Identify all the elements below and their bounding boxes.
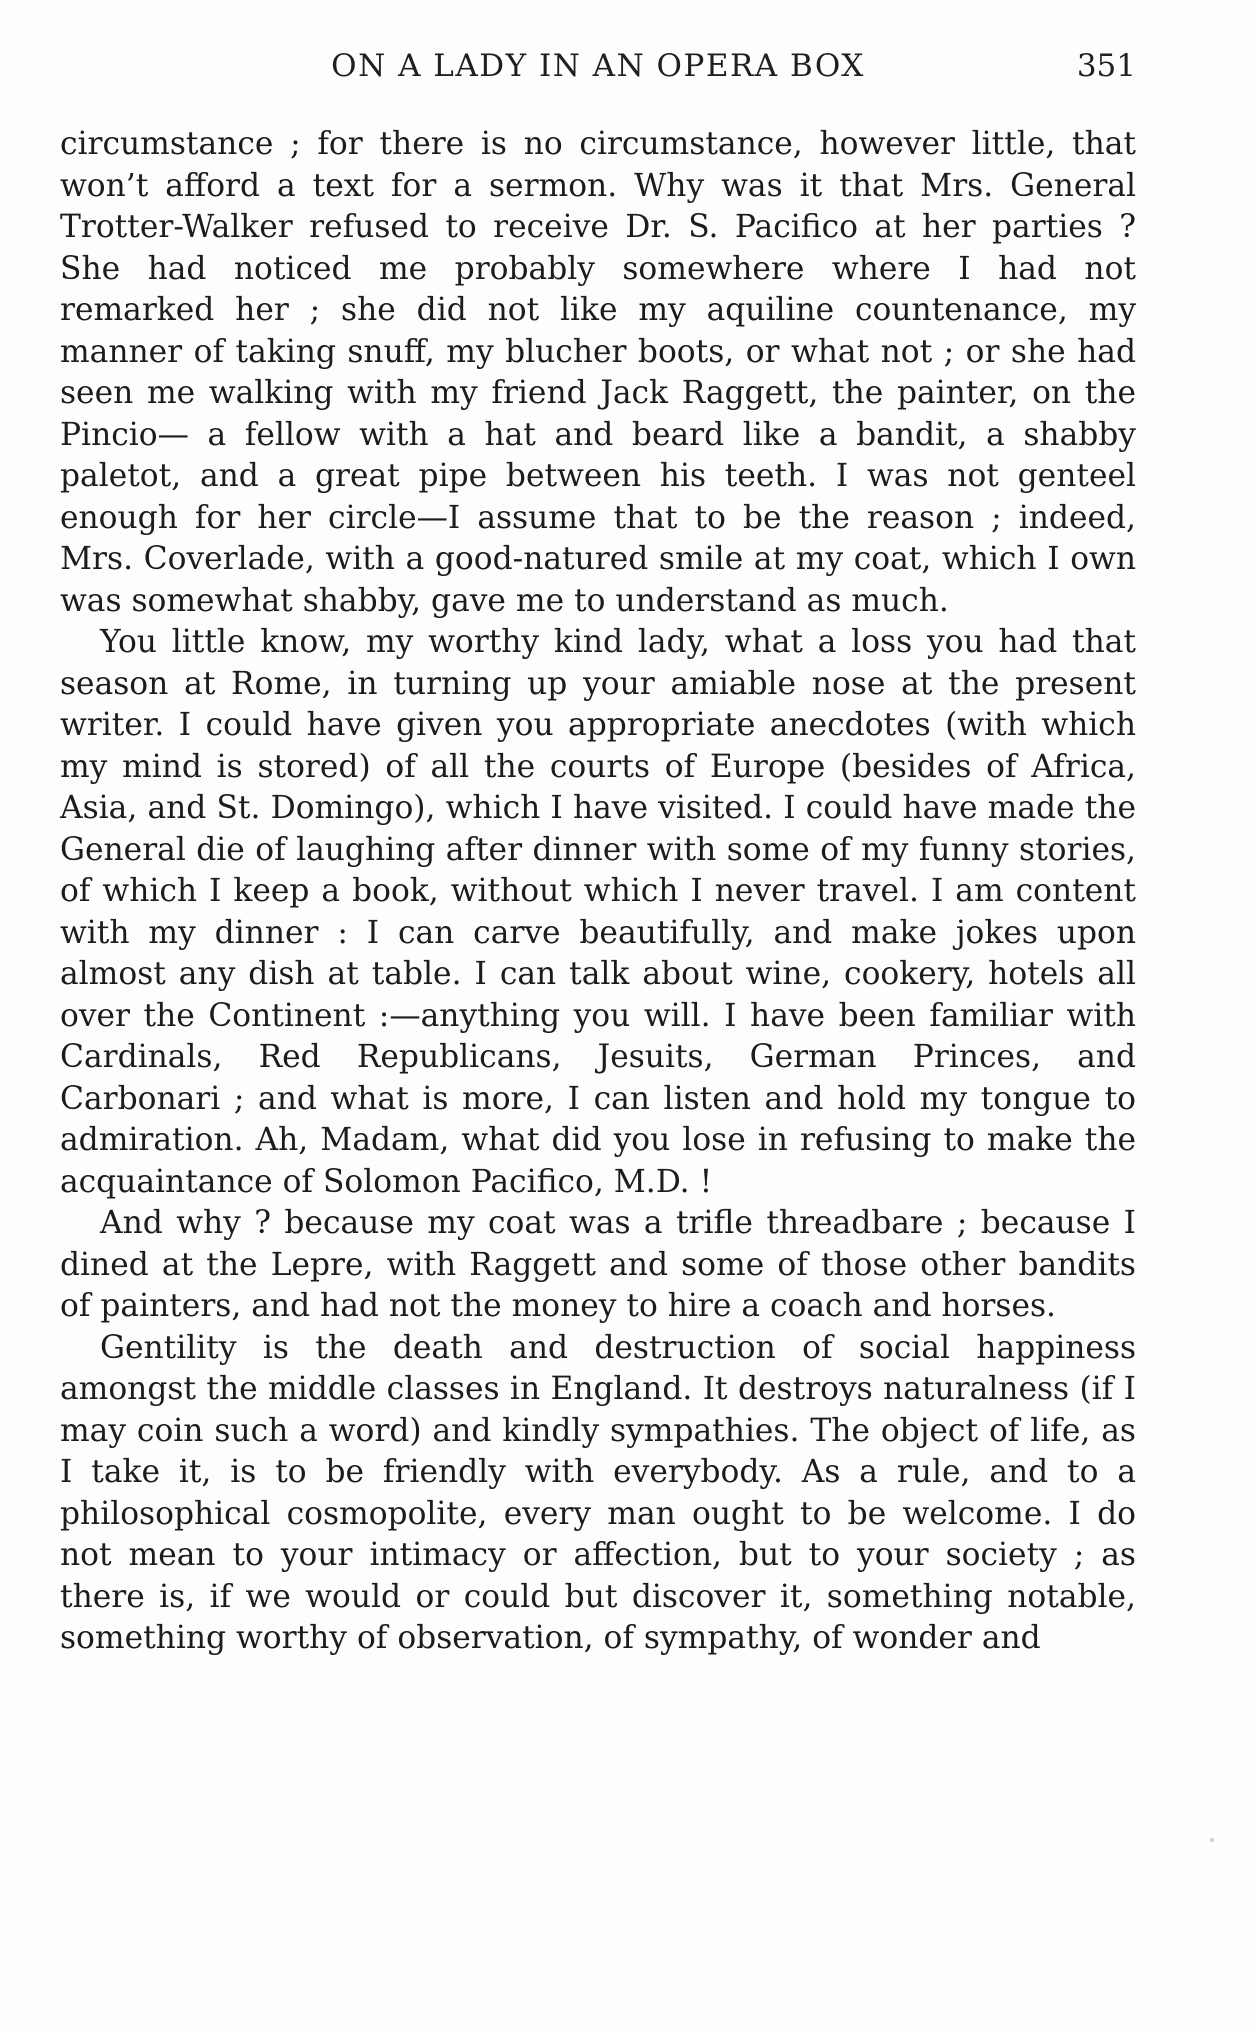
body-text bbox=[60, 124, 1136, 1660]
paragraph-1: circumstance ; for there is no circumstance, however little, that won’t afford a text for a sermon. Why was it that Mrs. General Trotter-Walker refused to receive Dr. S. Pacifico at her parties ? She had noticed me probably somewhere where I had not remarked her ; she did not like my aquiline countenance, my manner of taking snuff, my blucher boots, or what not ; or she had seen me walking with my friend Jack Raggett, the painter, on the Pincio— a fellow with a hat and beard like a bandit, a shabby paletot, and a great pipe between his teeth. I was not genteel enough for her circle—I assume that to be the reason ; indeed, Mrs. Coverlade, with a good-natured smile at my coat, which I own was somewhat shabby, gave me to understand as much. bbox=[60, 126, 1136, 619]
paragraph-4: Gentility is the death and destruction of social happiness amongst the middle classes in England. It destroys naturalness (if I may coin such a word) and kindly sympathies. The object of life, as I take it, is to be friendly with everybody. As a rule, and to a philosophical cosmopolite, every man ought to be welcome. I do not mean to your intimacy or affection, but to your society ; as there is, if we would or could but discover it, something notable, something worthy of observation, of sympathy, of wonder and bbox=[60, 1329, 1136, 1656]
running-header bbox=[60, 48, 1136, 92]
paper-speck bbox=[1210, 1838, 1214, 1842]
running-title: ON A LADY IN AN OPERA BOX bbox=[331, 48, 865, 84]
paragraph-3: And why ? because my coat was a trifle threadbare ; because I dined at the Lepre, with Raggett and some of those other bandits of painters, and had not the money to hire a coach and horses. bbox=[60, 1205, 1136, 1324]
page-number: 351 bbox=[1076, 48, 1136, 84]
paragraph-2: You little know, my worthy kind lady, what a loss you had that season at Rome, in turning up your amiable nose at the present writer. I could have given you appropriate anecdotes (with which my mind is stored) of all the courts of Europe (besides of Africa, Asia, and St. Domingo), which I have visited. I could have made the General die of laughing after dinner with some of my funny stories, of which I keep a book, without which I never travel. I am content with my dinner : I can carve beautifully, and make jokes upon almost any dish at table. I can talk about wine, cookery, hotels all over the Continent :—anything you will. I have been familiar with Cardinals, Red Republicans, Jesuits, German Princes, and Carbonari ; and what is more, I can listen and hold my tongue to admiration. Ah, Madam, what did you lose in refusing to make the acquaintance of Solomon Pacifico, M.D. ! bbox=[60, 624, 1136, 1200]
